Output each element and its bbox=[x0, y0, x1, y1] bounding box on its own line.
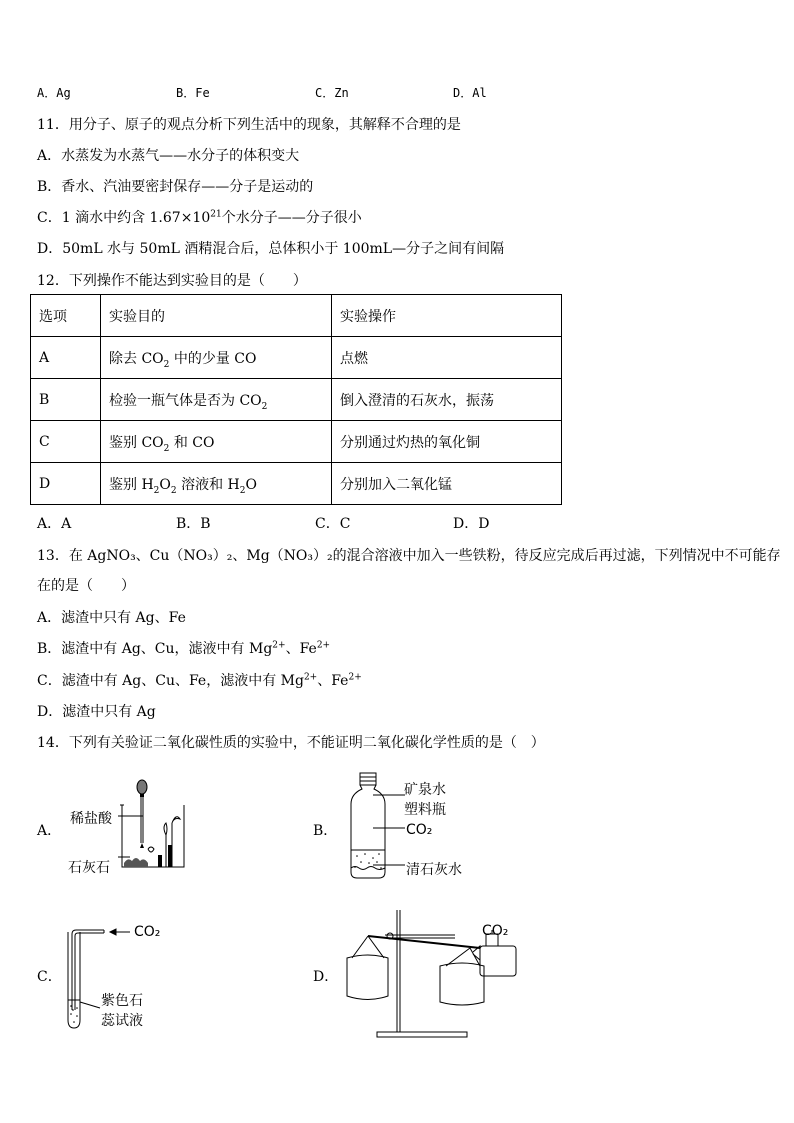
row-goal: 除去 $CO_2$ 中的少量 CO bbox=[101, 337, 332, 379]
q10-option-c: C．Zn bbox=[315, 86, 349, 100]
row-option: B bbox=[31, 379, 101, 421]
table-header-row bbox=[31, 295, 562, 337]
fig-d-label: D． bbox=[313, 969, 339, 985]
row-goal: 鉴别 $CO_2$ 和 CO bbox=[101, 421, 332, 463]
row-operation: 倒入澄清的石灰水，振荡 bbox=[332, 379, 562, 421]
q12-option-d: D．D bbox=[453, 516, 490, 532]
fig-d-balance-diagram bbox=[340, 908, 530, 1040]
fig-b-bottle-label-1: 矿泉水 bbox=[404, 782, 446, 798]
q10-option-a: A．Ag bbox=[37, 86, 71, 100]
fig-a-label: A． bbox=[37, 823, 62, 839]
q12-option-b: B．B bbox=[176, 516, 211, 532]
q10-option-d: D．Al bbox=[453, 86, 487, 100]
header-option: 选项 bbox=[31, 295, 101, 337]
q12-option-a: A．A bbox=[37, 516, 72, 532]
fig-a-beaker-diagram bbox=[110, 775, 190, 875]
q12-stem: 12．下列操作不能达到实验目的是（ ） bbox=[37, 273, 307, 289]
table-row bbox=[31, 421, 562, 463]
fig-b-label: B． bbox=[313, 823, 338, 839]
q13-option-a: A．滤渣中只有 Ag、Fe bbox=[37, 610, 186, 626]
fig-a-stone-label: 石灰石 bbox=[68, 860, 110, 876]
fig-b-bottle-label-2: 塑料瓶 bbox=[404, 802, 446, 818]
fig-c-label: C． bbox=[37, 969, 62, 985]
table-row bbox=[31, 337, 562, 379]
row-option: C bbox=[31, 421, 101, 463]
q11-option-d: D．50mL 水与 50mL 酒精混合后，总体积小于 100mL—分子之间有间隔 bbox=[37, 241, 505, 257]
q11-option-b: B．香水、汽油要密封保存——分子是运动的 bbox=[37, 179, 314, 195]
q13-option-d: D．滤渣中只有 Ag bbox=[37, 704, 156, 720]
table-row bbox=[31, 379, 562, 421]
row-option: D bbox=[31, 463, 101, 505]
fig-b-gas-label: CO₂ bbox=[406, 822, 433, 838]
q12-table bbox=[30, 294, 562, 505]
q13-stem-line1: 13．在 AgNO₃、Cu（NO₃）₂、Mg（NO₃）₂的混合溶液中加入一些铁粉，待反应完成后再过滤，下列情况中不可能存 bbox=[37, 548, 781, 564]
row-operation: 分别加入二氧化锰 bbox=[332, 463, 562, 505]
q13-stem-line2: 在的是（ ） bbox=[37, 578, 135, 594]
q11-stem: 11．用分子、原子的观点分析下列生活中的现象，其解释不合理的是 bbox=[37, 117, 461, 133]
fig-c-test-tube-diagram bbox=[60, 920, 135, 1032]
row-operation: 分别通过灼热的氧化铜 bbox=[332, 421, 562, 463]
row-goal: 检验一瓶气体是否为 $CO_2$ bbox=[101, 379, 332, 421]
fig-b-water-label: 清石灰水 bbox=[406, 862, 462, 878]
fig-c-gas-label: CO₂ bbox=[134, 924, 161, 940]
fig-c-liquid-label-1: 紫色石 bbox=[101, 993, 143, 1009]
q10-option-b: B．Fe bbox=[176, 86, 210, 100]
q11-option-a: A．水蒸发为水蒸气——水分子的体积变大 bbox=[37, 148, 300, 164]
table-row bbox=[31, 463, 562, 505]
q12-option-c: C．C bbox=[315, 516, 351, 532]
fig-a-acid-label: 稀盐酸 bbox=[70, 811, 112, 827]
row-option: A bbox=[31, 337, 101, 379]
q13-option-b: B．滤渣中有 Ag、Cu，滤液中有 $Mg^{2+}$、$Fe^{2+}$ bbox=[37, 640, 331, 657]
row-operation: 点燃 bbox=[332, 337, 562, 379]
fig-d-gas-label: CO₂ bbox=[482, 923, 509, 939]
fig-c-liquid-label-2: 蕊试液 bbox=[101, 1013, 143, 1029]
fig-b-bottle-diagram bbox=[335, 770, 405, 882]
header-goal: 实验目的 bbox=[101, 295, 332, 337]
q13-option-c: C．滤渣中有 Ag、Cu、Fe，滤液中有 $Mg^{2+}$、$Fe^{2+}$ bbox=[37, 672, 362, 689]
q14-stem: 14．下列有关验证二氧化碳性质的实验中，不能证明二氧化碳化学性质的是（ ） bbox=[37, 735, 545, 751]
row-goal: 鉴别 $H_2O_2$ 溶液和 $H_2O$ bbox=[101, 463, 332, 505]
header-operation: 实验操作 bbox=[332, 295, 562, 337]
q11-option-c: C．1 滴水中约含 $1.67\times 10^{21}$个水分子——分子很小 bbox=[37, 209, 362, 226]
